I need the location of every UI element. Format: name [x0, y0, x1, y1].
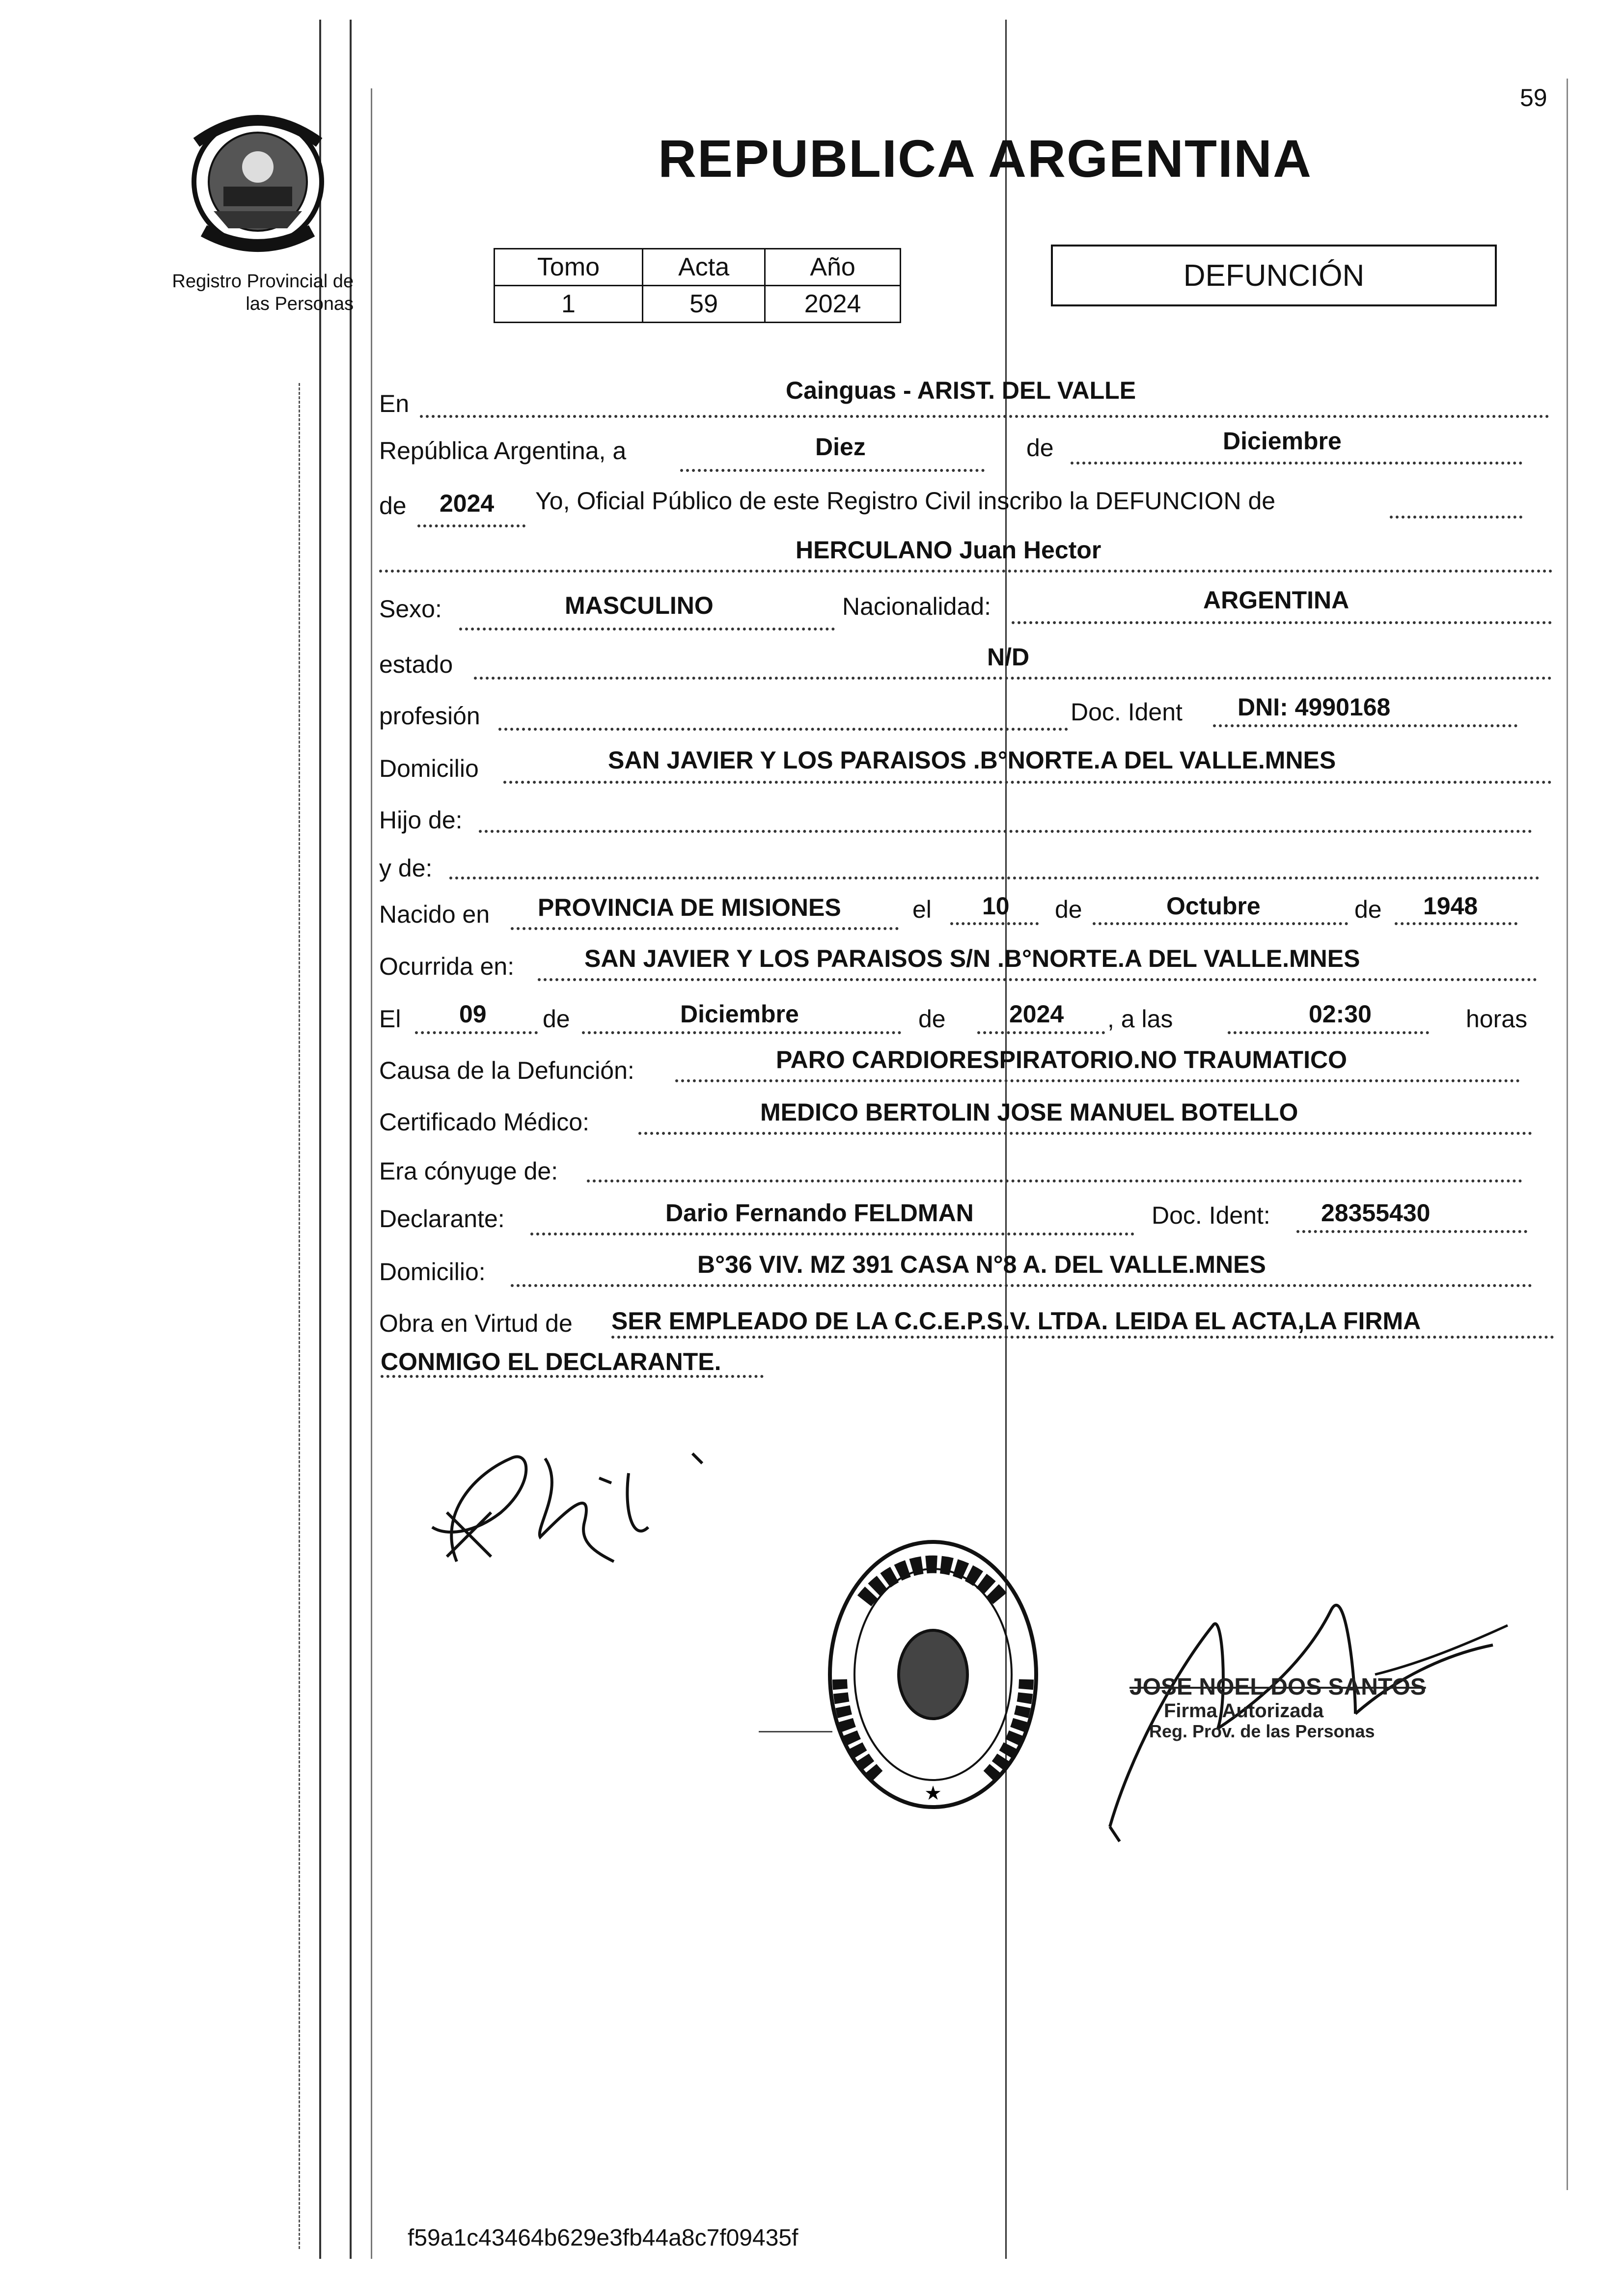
perforation-line	[299, 383, 300, 2249]
mes-value: Diciembre	[1223, 427, 1342, 455]
de-label-5: de	[543, 1005, 570, 1033]
estado-underline	[474, 677, 1552, 680]
obra-underline-1	[611, 1336, 1554, 1339]
nac-mes-value: Octubre	[1166, 892, 1261, 920]
declarante-underline	[530, 1233, 1134, 1235]
domicilio-value: SAN JAVIER Y LOS PARAISOS .B°NORTE.A DEL VALLE.MNES	[608, 746, 1336, 774]
stamp-dash	[759, 1731, 832, 1732]
ocurrida-label: Ocurrida en:	[379, 953, 515, 980]
official-role: Firma Autorizada	[1164, 1700, 1324, 1722]
def-dia-underline	[415, 1031, 538, 1034]
domicilio-underline	[503, 781, 1552, 784]
document-hash: f59a1c43464b629e3fb44a8c7f09435f	[408, 2225, 798, 2251]
meta-value-anio: 2024	[765, 286, 901, 323]
obra-value-1: SER EMPLEADO DE LA C.C.E.P.S.V. LTDA. LEIDA EL ACTA,LA FIRMA	[611, 1307, 1421, 1335]
page-title: REPUBLICA ARGENTINA	[658, 129, 1312, 188]
causa-underline	[675, 1079, 1520, 1082]
docident-label: Doc. Ident	[1071, 698, 1183, 726]
hora-value: 02:30	[1309, 1000, 1372, 1028]
republica-label: República Argentina, a	[379, 437, 627, 465]
nac-dia-underline	[950, 922, 1039, 925]
dia-value: Diez	[815, 433, 866, 461]
nac-anio-value: 1948	[1423, 892, 1478, 920]
registry-oval-stamp	[820, 1532, 1046, 1819]
certificado-label: Certificado Médico:	[379, 1108, 589, 1136]
declarante-dom-value: B°36 VIV. MZ 391 CASA N°8 A. DEL VALLE.MNES	[697, 1251, 1266, 1278]
conyuge-label: Era cónyuge de:	[379, 1157, 558, 1185]
yde-label: y de:	[379, 854, 433, 882]
domicilio-label: Domicilio	[379, 755, 479, 782]
meta-header-tomo: Tomo	[495, 249, 643, 286]
nac-anio-underline	[1395, 922, 1517, 925]
declarant-signature	[417, 1414, 712, 1584]
profesion-label: profesión	[379, 702, 480, 730]
official-name: JOSE NOEL DOS SANTOS	[1129, 1674, 1426, 1700]
declarante-doc-value: 28355430	[1321, 1199, 1431, 1227]
def-mes-underline	[582, 1031, 901, 1034]
meta-value-acta: 59	[642, 286, 765, 323]
domicilio2-label: Domicilio:	[379, 1258, 486, 1286]
registry-caption-line-1: Registro Provincial de	[172, 271, 354, 292]
doc-type-box	[1051, 245, 1497, 306]
obra-label: Obra en Virtud de	[379, 1310, 573, 1337]
meta-header-anio: Año	[765, 249, 901, 286]
nacido-en-value: PROVINCIA DE MISIONES	[538, 894, 841, 921]
conyuge-underline	[587, 1180, 1522, 1182]
dni-underline	[1213, 724, 1517, 727]
binding-line-1	[319, 20, 321, 2259]
def-anio-underline	[977, 1031, 1105, 1034]
lugar-underline	[420, 415, 1549, 418]
nacido-en-underline	[511, 927, 899, 930]
sexo-underline	[459, 628, 835, 631]
anio-value: 2024	[440, 490, 495, 517]
nombre-underline	[379, 570, 1553, 573]
page-number: 59	[1520, 84, 1547, 111]
svg-text:★: ★	[924, 1782, 942, 1805]
nacionalidad-label: Nacionalidad:	[842, 593, 991, 620]
official-office: Reg. Prov. de las Personas	[1149, 1721, 1375, 1741]
lugar-value: Cainguas - ARIST. DEL VALLE	[786, 377, 1136, 404]
declarante-value: Dario Fernando FELDMAN	[665, 1199, 974, 1227]
obra-value-2: CONMIGO EL DECLARANTE.	[381, 1348, 721, 1375]
nacionalidad-underline	[1012, 621, 1552, 624]
ocurrida-underline	[538, 978, 1537, 981]
declarante-label: Declarante:	[379, 1205, 505, 1233]
alas-label: , a las	[1107, 1005, 1173, 1033]
de-label-6: de	[918, 1005, 946, 1033]
hijo-underline	[479, 830, 1532, 833]
binding-line-3	[371, 88, 372, 2259]
declarante-dom-underline	[511, 1284, 1532, 1287]
doc-type-label: DEFUNCIÓN	[1183, 258, 1365, 293]
en-label: En	[379, 390, 410, 417]
def-mes-value: Diciembre	[680, 1000, 799, 1028]
dni-value: DNI: 4990168	[1238, 693, 1391, 721]
ocurrida-value: SAN JAVIER Y LOS PARAISOS S/N .B°NORTE.A DEL VALLE.MNES	[584, 945, 1360, 972]
mes-underline	[1071, 462, 1522, 465]
right-edge-line	[1567, 79, 1568, 2190]
dia-underline	[680, 469, 985, 472]
def-anio-value: 2024	[1009, 1000, 1064, 1028]
def-dia-value: 09	[459, 1000, 487, 1028]
estado-label: estado	[379, 651, 453, 678]
hijo-label: Hijo de:	[379, 806, 463, 834]
hora-underline	[1228, 1031, 1429, 1034]
binding-line-2	[350, 20, 352, 2259]
anio-underline	[417, 524, 525, 527]
declarante-doc-underline	[1296, 1230, 1527, 1233]
registry-caption-line-2: las Personas	[246, 294, 354, 314]
sexo-label: Sexo:	[379, 595, 442, 623]
horas-label: horas	[1466, 1005, 1528, 1033]
yde-underline	[449, 877, 1540, 879]
meta-header-acta: Acta	[642, 249, 765, 286]
acta-meta-table	[494, 248, 901, 323]
inscribo-underline	[1390, 516, 1522, 519]
de-label: de	[1026, 434, 1054, 462]
nac-mes-underline	[1093, 922, 1348, 925]
sexo-value: MASCULINO	[565, 592, 714, 619]
el-label-2: El	[379, 1005, 401, 1033]
docident2-label: Doc. Ident:	[1152, 1202, 1270, 1229]
province-seal-logo	[184, 113, 331, 255]
de-label-4: de	[1354, 896, 1382, 923]
causa-value: PARO CARDIORESPIRATORIO.NO TRAUMATICO	[776, 1046, 1347, 1073]
certificado-underline	[638, 1132, 1532, 1135]
meta-value-tomo: 1	[495, 286, 643, 323]
nac-dia-value: 10	[982, 892, 1010, 920]
nacionalidad-value: ARGENTINA	[1203, 586, 1349, 614]
de-label-2: de	[379, 492, 407, 520]
nombre-value: HERCULANO Juan Hector	[796, 536, 1101, 564]
obra-underline-2	[381, 1375, 764, 1378]
fold-line	[1005, 20, 1007, 2259]
el-label: el	[912, 896, 932, 923]
nacido-label: Nacido en	[379, 901, 490, 928]
causa-label: Causa de la Defunción:	[379, 1057, 634, 1084]
inscribo-text: Yo, Oficial Público de este Registro Civil inscribo la DEFUNCION de	[535, 487, 1276, 515]
registry-caption	[147, 270, 354, 315]
official-name-stamp	[1129, 1674, 1449, 1741]
profesion-underline	[498, 728, 1068, 731]
de-label-3: de	[1055, 896, 1082, 923]
certificado-value: MEDICO BERTOLIN JOSE MANUEL BOTELLO	[760, 1098, 1298, 1126]
estado-value: N/D	[987, 643, 1030, 671]
